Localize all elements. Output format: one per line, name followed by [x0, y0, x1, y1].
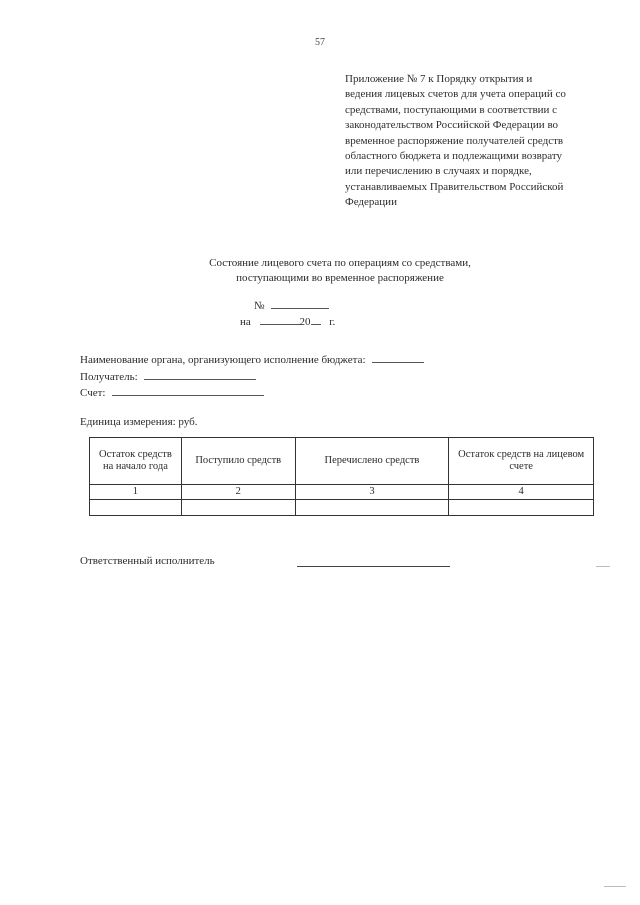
table-cell [181, 500, 295, 516]
document-title [140, 256, 540, 286]
table-cell [90, 500, 182, 516]
column-number-cell: 1 [90, 485, 182, 500]
unit-field [80, 415, 198, 429]
account-blank [112, 386, 264, 396]
appendix-line: временное распоряжение получателей средств [345, 134, 564, 147]
table-column-number-row [90, 485, 594, 500]
page-number: 57 [315, 37, 325, 48]
scan-mark [596, 566, 610, 567]
organ-field [80, 353, 424, 367]
table-header-row [90, 438, 594, 485]
table-cell [295, 500, 449, 516]
account-label: Счет: [80, 387, 106, 399]
document-date [240, 315, 335, 328]
signature-label: Ответственный исполнитель [80, 555, 215, 567]
appendix-line: Федерации [345, 196, 397, 209]
document-number [254, 299, 329, 312]
table-row [90, 500, 594, 516]
column-number-cell: 3 [295, 485, 449, 500]
header-cell-transferred: Перечислено средств [295, 438, 449, 485]
date-year-blank [311, 315, 321, 325]
appendix-line: законодательством Российской Федерации во [345, 119, 559, 132]
date-prefix: на [240, 316, 251, 328]
recipient-label: Получатель: [80, 371, 138, 383]
appendix-header [345, 72, 613, 211]
column-number-cell: 4 [449, 485, 594, 500]
signature-line [297, 566, 450, 567]
organ-blank [372, 353, 424, 363]
number-blank [271, 299, 329, 309]
title-line: поступающими во временное распоряжение [236, 272, 444, 284]
unit-label: Единица измерения: руб. [80, 416, 198, 428]
recipient-blank [144, 370, 256, 380]
header-cell-opening-balance: Остаток средств на начало года [90, 438, 182, 485]
recipient-field [80, 370, 256, 384]
account-status-table [89, 437, 594, 516]
appendix-line: ведения лицевых счетов для учета операций со [345, 88, 566, 101]
appendix-line: областного бюджета и подлежащими возврату [345, 150, 563, 163]
account-field [80, 386, 264, 400]
title-line: Состояние лицевого счета по операциям со средствами, [209, 257, 471, 269]
appendix-line: или перечислению в случаях и порядке, [345, 165, 532, 178]
appendix-line: устанавливаемых Правительством Российской [345, 180, 564, 193]
scan-mark [604, 886, 626, 887]
organ-label: Наименование органа, организующего исполнение бюджета: [80, 354, 366, 366]
date-year: 20 [299, 316, 311, 328]
table-cell [449, 500, 594, 516]
appendix-line: Приложение № 7 к Порядку открытия и [345, 73, 533, 85]
header-cell-closing-balance: Остаток средств на лицевом счете [449, 438, 594, 485]
appendix-line: средствами, поступающими в соответствии с [345, 103, 558, 116]
column-number-cell: 2 [181, 485, 295, 500]
date-day-blank [260, 315, 300, 325]
number-label: № [254, 300, 265, 312]
header-cell-received: Поступило средств [181, 438, 295, 485]
date-suffix: г. [329, 316, 336, 328]
